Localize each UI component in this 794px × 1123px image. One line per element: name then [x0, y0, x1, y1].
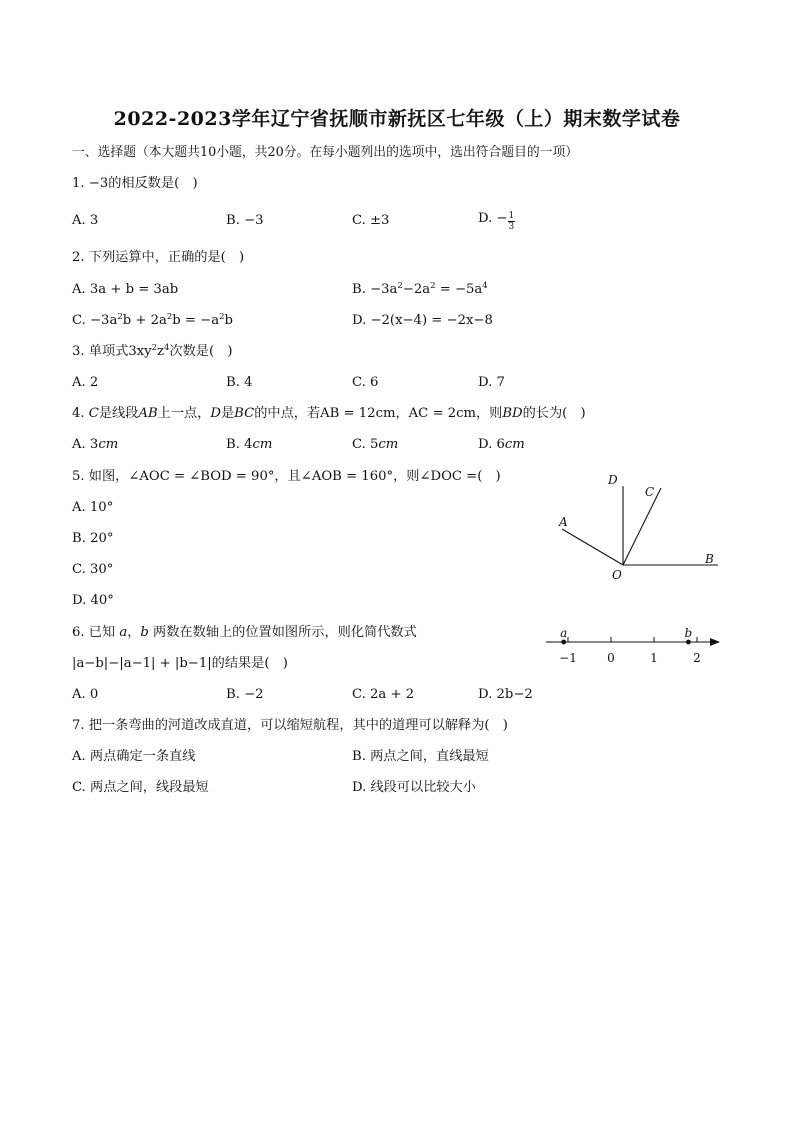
math-variable: BC	[234, 406, 255, 421]
question-4-stem	[72, 406, 586, 422]
text-part: ，	[127, 625, 141, 640]
ray-oc	[623, 488, 661, 565]
q2-option-b	[352, 282, 488, 298]
q6-option-c: C. 2a + 2	[352, 687, 415, 702]
exponent: 2	[219, 312, 225, 322]
fraction	[508, 211, 516, 232]
point-a-label: a	[560, 626, 568, 640]
q5-option-c: C. 30°	[72, 562, 114, 577]
exponent: 2	[430, 281, 436, 291]
q2-option-c	[72, 313, 233, 329]
section-heading: 一、选择题（本大题共10小题，共20分。在每小题列出的选项中，选出符合题目的一项）	[72, 145, 579, 160]
question-3-stem	[72, 344, 232, 360]
text-part: = −5a	[435, 282, 483, 297]
q7-option-d: D. 线段可以比较大小	[352, 780, 476, 795]
question-2-stem: 2. 下列运算中，正确的是( )	[72, 250, 245, 265]
text-part: B. 4	[226, 437, 253, 452]
fraction-numerator: 1	[508, 211, 515, 221]
math-variable: C	[88, 406, 99, 421]
text-part: 的长为( )	[522, 406, 586, 421]
q4-option-b	[226, 437, 272, 453]
q5-option-b: B. 20°	[72, 531, 114, 546]
text-part: D. 6	[478, 437, 505, 452]
text-part: b = −a	[172, 313, 220, 328]
math-variable: a	[119, 625, 128, 640]
q4-option-d	[478, 437, 525, 453]
q1-option-d-prefix: D. −	[478, 211, 508, 226]
text-part: 次数是( )	[169, 344, 233, 359]
text-part: b	[224, 313, 233, 328]
label-o: O	[612, 568, 622, 582]
q6-option-a: A. 0	[72, 687, 99, 702]
q3-option-b: B. 4	[226, 375, 253, 390]
q1-option-a: A. 3	[72, 213, 99, 228]
text-part: 6. 已知	[72, 625, 120, 640]
text-part: 上一点，	[157, 406, 211, 421]
question-5-stem: 5. 如图，∠AOC = ∠BOD = 90°，且∠AOB = 160°，则∠DOC =( )	[72, 469, 501, 484]
q1-option-c: C. ±3	[352, 213, 390, 228]
math-variable: b	[140, 625, 149, 640]
fraction-denominator: 3	[508, 222, 515, 232]
q5-option-d: D. 40°	[72, 593, 114, 608]
point-a	[561, 640, 566, 645]
question-6-stem-line1	[72, 625, 417, 641]
q3-option-c: C. 6	[352, 375, 379, 390]
q5-option-a: A. 10°	[72, 500, 114, 515]
label-a: A	[559, 515, 568, 529]
q4-option-c	[352, 437, 398, 453]
unit: cm	[98, 437, 119, 452]
question-6-stem-line2: |a−b|−|a−1| + |b−1|的结果是( )	[72, 656, 288, 671]
q1-option-d	[478, 211, 515, 232]
text-part: C. 5	[352, 437, 379, 452]
text-part: 是线段	[98, 406, 139, 421]
text-part: 的中点，若AB = 12cm，AC = 2cm，则	[254, 406, 503, 421]
tick-label: −1	[559, 651, 577, 665]
exam-title: 2022-2023学年辽宁省抚顺市新抚区七年级（上）期末数学试卷	[113, 108, 681, 130]
text-part: C. −3a	[72, 313, 118, 328]
exponent: 2	[397, 281, 403, 291]
label-d: D	[608, 473, 618, 487]
tick-label: 2	[693, 651, 701, 665]
text-part: 4.	[72, 406, 89, 421]
math-variable: BD	[502, 406, 523, 421]
text-part: z	[157, 344, 164, 359]
q6-option-b: B. −2	[226, 687, 264, 702]
q6-option-d: D. 2b−2	[478, 687, 533, 702]
q7-option-a: A. 两点确定一条直线	[72, 749, 196, 764]
math-variable: D	[210, 406, 221, 421]
angle-figure	[545, 468, 730, 586]
q2-option-d: D. −2(x−4) = −2x−8	[352, 313, 493, 328]
text-part: 是	[220, 406, 235, 421]
point-b	[686, 640, 691, 645]
question-1-stem: 1. −3的相反数是( )	[72, 176, 198, 191]
axis-arrow	[710, 638, 720, 646]
q2-option-a: A. 3a + b = 3ab	[72, 282, 179, 297]
text-part: b + 2a	[122, 313, 167, 328]
text-part: 3. 单项式3xy	[72, 344, 152, 359]
unit: cm	[252, 437, 273, 452]
ray-oa	[562, 529, 623, 565]
exponent: 2	[151, 343, 158, 353]
q7-option-c: C. 两点之间，线段最短	[72, 780, 209, 795]
unit: cm	[378, 437, 399, 452]
unit: cm	[504, 437, 525, 452]
label-c: C	[645, 485, 655, 499]
question-7-stem: 7. 把一条弯曲的河道改成直道，可以缩短航程，其中的道理可以解释为( )	[72, 718, 508, 733]
q3-option-d: D. 7	[478, 375, 505, 390]
label-b: B	[705, 552, 714, 566]
math-variable: AB	[138, 406, 158, 421]
text-part: A. 3	[72, 437, 99, 452]
tick-label: 0	[607, 651, 615, 665]
point-b-label: b	[684, 626, 693, 640]
text-part: 两数在数轴上的位置如图所示，则化简代数式	[148, 625, 417, 640]
exponent: 2	[117, 312, 123, 322]
exponent: 2	[166, 312, 173, 322]
number-line-figure	[540, 622, 725, 670]
text-part: −2a	[402, 282, 431, 297]
q7-option-b: B. 两点之间，直线最短	[352, 749, 489, 764]
tick-label: 1	[650, 651, 658, 665]
exponent: 4	[482, 281, 488, 291]
exponent: 4	[164, 343, 170, 353]
q1-option-b: B. −3	[226, 213, 264, 228]
text-part: B. −3a	[352, 282, 398, 297]
q4-option-a	[72, 437, 118, 453]
q3-option-a: A. 2	[72, 375, 99, 390]
